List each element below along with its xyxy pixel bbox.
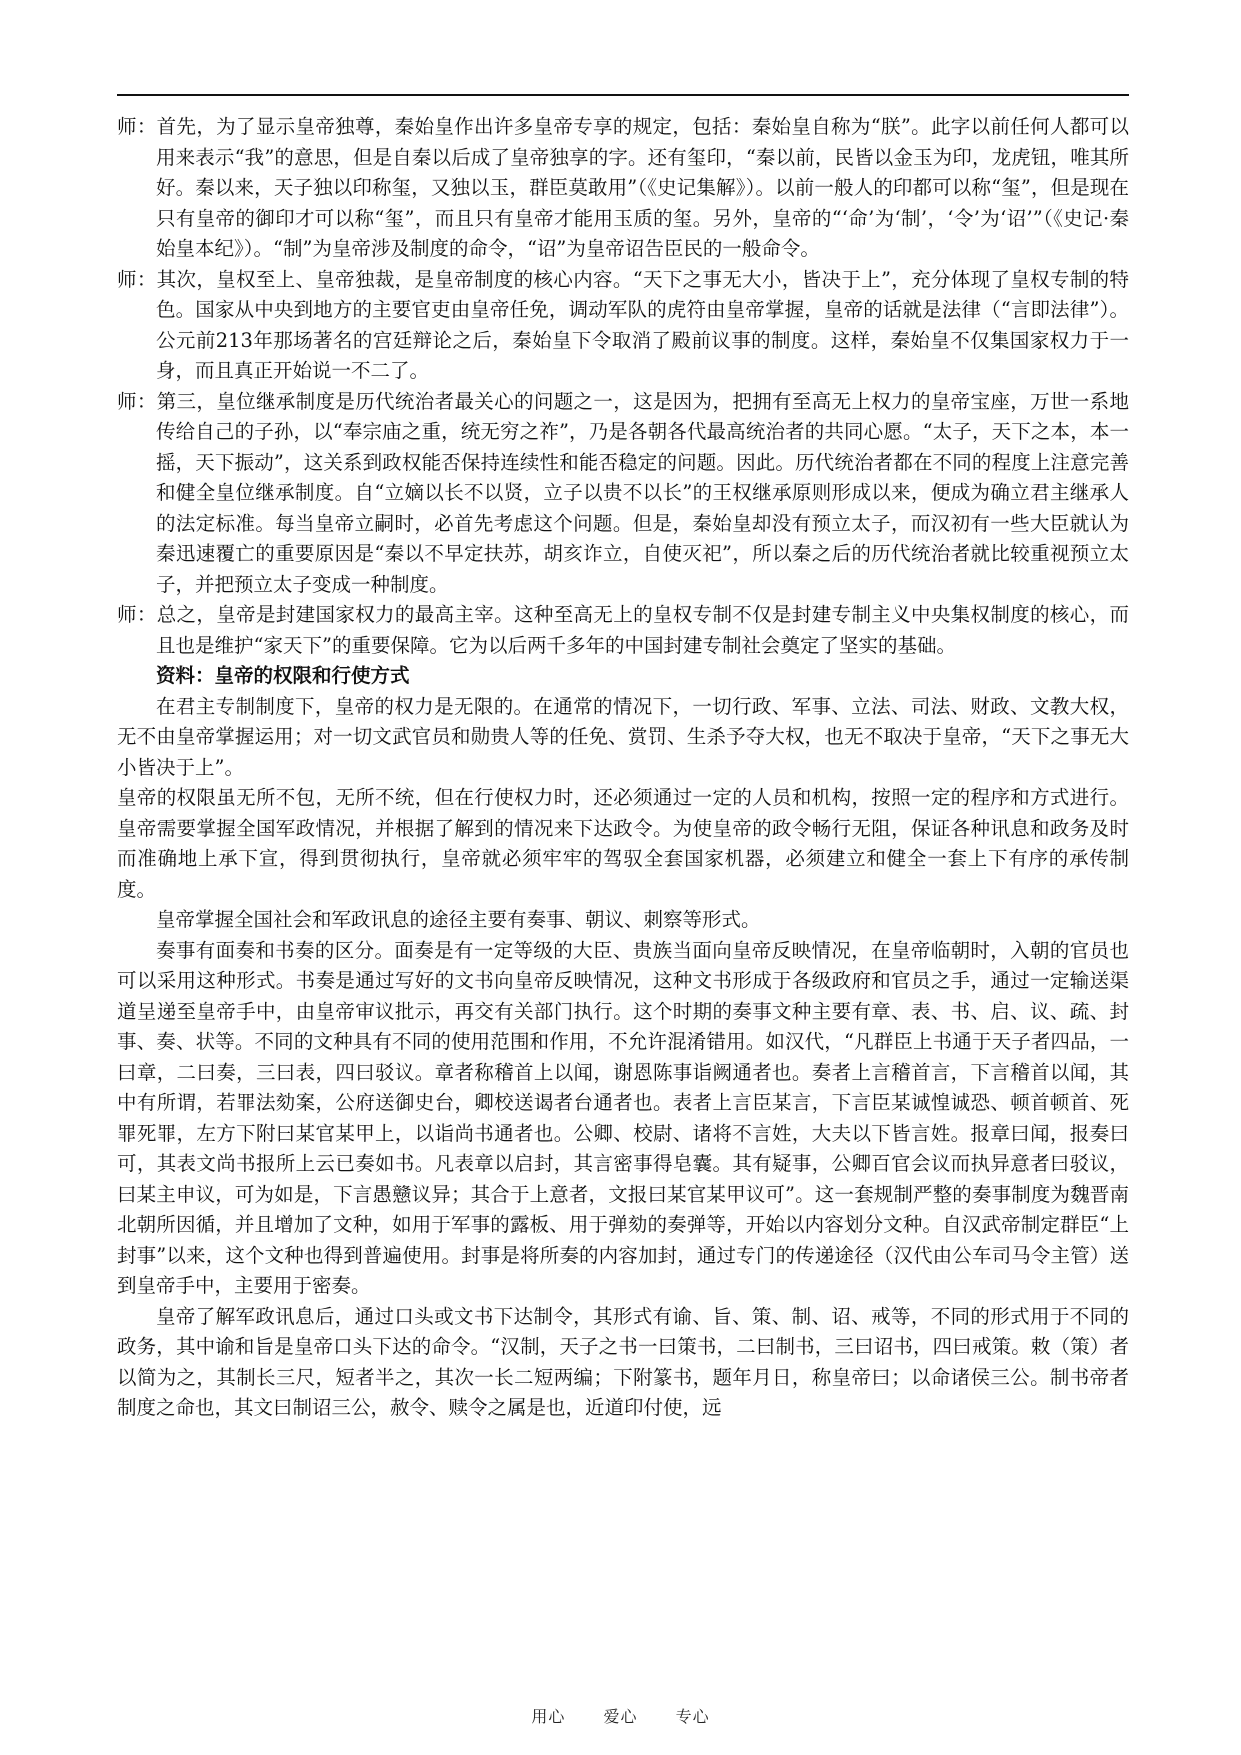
material-heading: 资料：皇帝的权限和行使方式 [156,664,410,687]
footer-text: 用心 [531,1707,566,1726]
material-paragraph: 皇帝掌握全国社会和军政讯息的途径主要有奏事、朝议、刺察等形式。 [156,908,761,931]
footer-text: 专心 [675,1707,710,1726]
page-footer [0,1704,1241,1727]
material-paragraph: 奏事有面奏和书奏的区分。面奏是有一定等级的大臣、贵族当面向皇帝反映情况，在皇帝临朝时，入朝的官员也可以采用这种形式。书奏是通过写好的文书向皇帝反映情况，这种文书形成于各级政府和官员之手，通过一定输送渠道呈递至皇帝手中，由皇帝审议批示，再交有关部门执行。这个时期的奏事文种主要有章、表、书、启、议、疏、封事、奏、状等。不同的文种具有不同的使用范围和作用，不允许混淆错用。如汉代，“凡群臣上书通于天子者四品，一曰章，二曰奏，三曰表，四曰驳议。章者称稽首上以闻，谢恩陈事诣阙通者也。奏者上言稽首言，下言稽首以闻，其中有所谓，若罪法劾案，公府送御史台，卿校送谒者台通者也。表者上言臣某言，下言臣某诚惶诚恐、顿首顿首、死罪死罪，左方下附曰某官某甲上，以诣尚书通者也。公卿、校尉、诸将不言姓，大夫以下皆言姓。报章曰闻，报奏曰可，其表文尚书报所上云已奏如书。凡表章以启封，其言密事得皂囊。其有疑事，公卿百官会议而执异意者曰驳议，曰某主申议，可为如是，下言愚戆议异；其合于上意者，文报曰某官某甲议可”。这一套规制严整的奏事制度为魏晋南北朝所因循，并且增加了文种，如用于军事的露板、用于弹劾的奏弹等，开始以内容划分文种。自汉武帝制定群臣“上封事”以来，这个文种也得到普遍使用。封事是将所奏的内容加封，通过专门的传递途径（汉代由公车司马令主管）送到皇帝手中，主要用于密奏。 [117,938,1129,1297]
header-rule [117,94,1129,96]
material-paragraph: 皇帝的权限虽无所不包，无所不统，但在行使权力时，还必须通过一定的人员和机构，按照一定的程序和方式进行。皇帝需要掌握全国军政情况，并根据了解到的情况来下达政令。为使皇帝的政令畅行无阻，保证各种讯息和政务及时而准确地上承下宣，得到贯彻执行，皇帝就必须牢牢的驾驭全套国家机器，必须建立和健全一套上下有序的承传制度。 [117,786,1129,901]
teacher-paragraph: 师：总之，皇帝是封建国家权力的最高主宰。这种至高无上的皇权专制不仅是封建专制主义中央集权制度的核心，而且也是维护“家天下”的重要保障。它为以后两千多年的中国封建专制社会奠定了坚实的基础。 [117,603,1129,657]
document-body [117,112,1129,1424]
teacher-paragraph: 师：首先，为了显示皇帝独尊，秦始皇作出许多皇帝专享的规定，包括：秦始皇自称为“朕”。此字以前任何人都可以用来表示“我”的意思，但是自秦以后成了皇帝独享的字。还有玺印，“秦以前，民皆以金玉为印，龙虎钮，唯其所好。秦以来，天子独以印称玺，又独以玉，群臣莫敢用”（《史记集解》）。以前一般人的印都可以称“玺”，但是现在只有皇帝的御印才可以称“玺”，而且只有皇帝才能用玉质的玺。另外，皇帝的“‘命’为‘制’，‘令’为‘诏’”（《史记·秦始皇本纪》）。“制”为皇帝涉及制度的命令，“诏”为皇帝诏告臣民的一般命令。 [117,115,1129,260]
material-paragraph: 皇帝了解军政讯息后，通过口头或文书下达制令，其形式有谕、旨、策、制、诏、戒等，不同的形式用于不同的政务，其中谕和旨是皇帝口头下达的命令。“汉制，天子之书一曰策书，二曰制书，三曰诏书，四曰戒策。敕（策）者以简为之，其制长三尺，短者半之，其次一长二短两编；下附篆书，题年月日，称皇帝曰；以命诸侯三公。制书帝者制度之命也，其文曰制诏三公，赦令、赎令之属是也，近道印付使，远 [117,1304,1129,1419]
footer-text: 爱心 [603,1707,638,1726]
teacher-paragraph: 师：其次，皇权至上、皇帝独裁，是皇帝制度的核心内容。“天下之事无大小，皆决于上”，充分体现了皇权专制的特色。国家从中央到地方的主要官吏由皇帝任免，调动军队的虎符由皇帝掌握，皇帝的话就是法律（“言即法律”）。公元前213年那场著名的宫廷辩论之后，秦始皇下令取消了殿前议事的制度。这样，秦始皇不仅集国家权力于一身，而且真正开始说一不二了。 [117,267,1129,382]
material-paragraph: 在君主专制制度下，皇帝的权力是无限的。在通常的情况下，一切行政、军事、立法、司法、财政、文教大权，无不由皇帝掌握运用；对一切文武官员和勋贵人等的任免、赏罚、生杀予夺大权，也无不取决于皇帝，“天下之事无大小皆决于上”。 [117,694,1129,779]
teacher-paragraph: 师：第三，皇位继承制度是历代统治者最关心的问题之一，这是因为，把拥有至高无上权力的皇帝宝座，万世一系地传给自己的子孙，以“奉宗庙之重，统无穷之祚”，乃是各朝各代最高统治者的共同心愿。“太子，天下之本，本一摇，天下振动”，这关系到政权能否保持连续性和能否稳定的问题。因此。历代统治者都在不同的程度上注意完善和健全皇位继承制度。自“立嫡以长不以贤，立子以贵不以长”的王权继承原则形成以来，便成为确立君主继承人的法定标准。每当皇帝立嗣时，必首先考虑这个问题。但是，秦始皇却没有预立太子，而汉初有一些大臣就认为秦迅速覆亡的重要原因是“秦以不早定扶苏，胡亥诈立，自使灭祀”，所以秦之后的历代统治者就比较重视预立太子，并把预立太子变成一种制度。 [117,389,1129,596]
